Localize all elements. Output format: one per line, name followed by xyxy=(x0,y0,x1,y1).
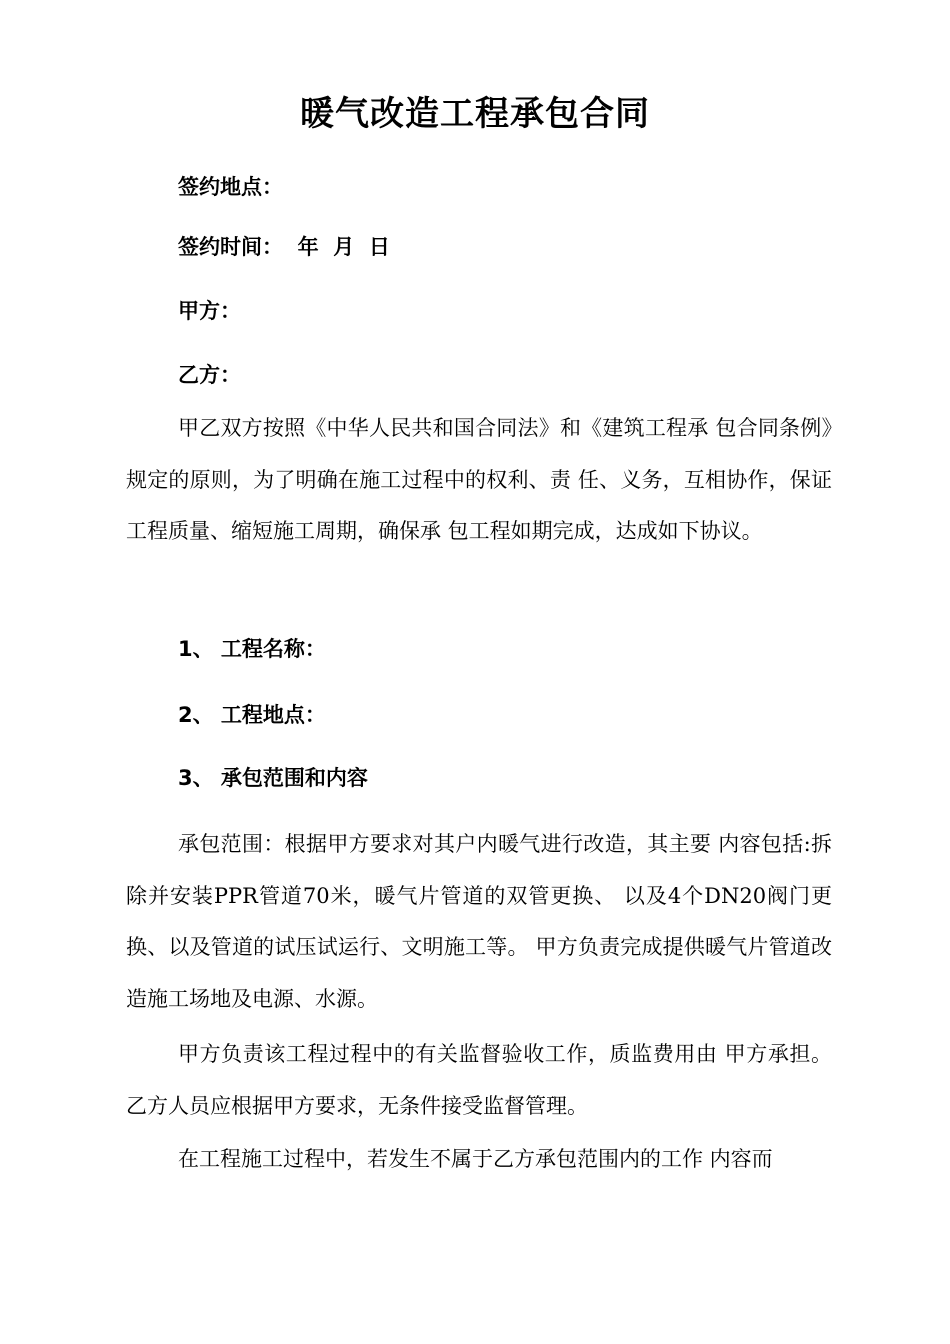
intro-paragraph: 甲乙双方按照《中华人民共和国合同法》和《建筑工程承 包合同条例》规定的原则，为了明确在施工过程中的权利、责 任、义务，互相协作，保证工程质量、缩短施工周期，确保承 包工程如期完成，达成如下协议。 xyxy=(126,416,832,543)
party-a-field: 甲方： xyxy=(178,299,241,323)
document-title: 暖气改造工程承包合同 xyxy=(300,94,650,134)
scope-paragraph: 承包范围：根据甲方要求对其户内暖气进行改造，其主要 内容包括:拆除并安装PPR管道70米，暖气片管道的双管更换、 以及4个DN20阀门更换、以及管道的试压试运行、文明施工等。 甲方负责完成提供暖气片管道改造施工场地及电源、水源。 xyxy=(126,832,832,1011)
sign-time-field: 签约时间： 年 月 日 xyxy=(178,235,390,259)
sign-place-field: 签约地点： xyxy=(178,175,283,199)
supervision-paragraph: 甲方负责该工程过程中的有关监督验收工作，质监费用由 甲方承担。乙方人员应根据甲方要求，无条件接受监督管理。 xyxy=(126,1042,832,1118)
extra-work-paragraph: 在工程施工过程中，若发生不属于乙方承包范围内的工作 内容而 xyxy=(178,1147,773,1171)
section-heading-scope: 3、 承包范围和内容 xyxy=(178,766,368,790)
party-b-field: 乙方： xyxy=(178,363,241,387)
section-heading-project-name: 1、 工程名称： xyxy=(178,637,326,661)
section-heading-project-location: 2、 工程地点： xyxy=(178,703,326,727)
